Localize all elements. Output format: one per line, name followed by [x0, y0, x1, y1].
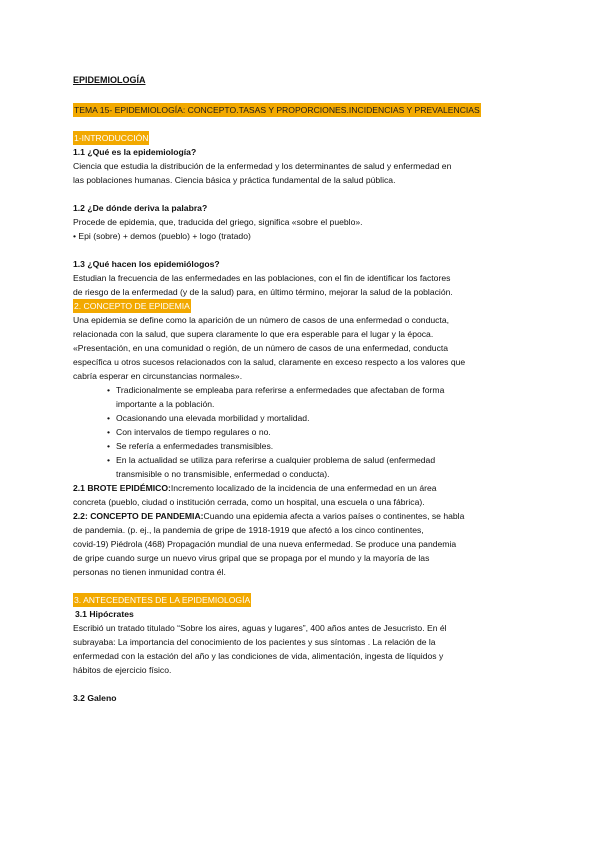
bullet-item	[107, 453, 528, 481]
paragraph-line: enfermedad con la estación del año y las condiciones de vida, alimentación, ingesta de líquidos y	[73, 651, 444, 661]
subsection-3-2-heading: 3.2 Galeno	[73, 693, 117, 703]
paragraph-line: concreta (pueblo, ciudad o institución cerrada, como un hospital, una escuela o una fábrica).	[73, 497, 425, 507]
question-1-1-heading: 1.1 ¿Qué es la epidemiología?	[73, 147, 197, 157]
paragraph-line: las poblaciones humanas. Ciencia básica y práctica fundamental de la salud pública.	[73, 175, 396, 185]
bullet-text: • En la actualidad se utiliza para referirse a cualquier problema de salud (enfermedad	[116, 455, 436, 465]
paragraph-line: de gripe cuando surge un nuevo virus gripal que se propaga por el mundo y la mayoría de las	[73, 553, 430, 563]
bullet-item	[107, 383, 528, 411]
paragraph-line: hábitos de ejercicio físico.	[73, 665, 172, 675]
bullet-item	[107, 439, 528, 453]
topic-banner-row	[73, 103, 528, 117]
brote-epidemico-line	[73, 481, 528, 495]
spacer	[73, 187, 528, 201]
paragraph-line: de riesgo de la enfermedad (y de la salud) para, en último término, mejorar la salud de la población.	[73, 287, 453, 297]
bullet-text: transmisible o no transmisible, enfermedad o conducta).	[116, 469, 330, 479]
paragraph-line: covid-19) Piédrola (468) Propagación mundial de una nueva enfermedad. Se produce una pandemia	[73, 539, 457, 549]
section-1-header-row	[73, 131, 528, 145]
paragraph-line: cabría esperar en circunstancias normales».	[73, 371, 243, 381]
document-title: EPIDEMIOLOGÍA	[73, 75, 146, 85]
spacer	[73, 117, 528, 131]
section-3-header-row	[73, 593, 528, 607]
paragraph-line: de pandemia. (p. ej., la pandemia de gripe de 1918-1919 que afectó a los cinco continentes,	[73, 525, 424, 535]
document-content	[73, 73, 528, 705]
bullet-text: • Se refería a enfermedades transmisibles.	[116, 441, 274, 451]
paragraph-line: subrayaba: La importancia del conocimiento de los pacientes y sus síntomas . La relación de la	[73, 637, 436, 647]
epidemic-bullet-list	[73, 383, 528, 481]
brote-epidemico-label: 2.1 BROTE EPIDÉMICO:	[73, 483, 171, 493]
paragraph-line: Estudian la frecuencia de las enfermedades en las poblaciones, con el fin de identificar los factores	[73, 273, 451, 283]
pandemia-line	[73, 509, 528, 523]
bullet-text: • Tradicionalmente se empleaba para referirse a enfermedades que afectaban de forma	[116, 385, 445, 395]
spacer	[73, 579, 528, 593]
paragraph-line: específica u otros sucesos relacionados con la salud, claramente en exceso respecto a los valores que	[73, 357, 466, 367]
section-2-header-row	[73, 299, 528, 313]
section-1-header: 1-INTRODUCCIÓN	[74, 133, 149, 143]
bullet-text: • Con intervalos de tiempo regulares o no.	[116, 427, 271, 437]
paragraph-line: Ciencia que estudia la distribución de la enfermedad y los determinantes de salud y enfermedad en	[73, 161, 452, 171]
bullet-item	[107, 411, 528, 425]
pandemia-text: Cuando una epidemia afecta a varios países o continentes, se habla	[203, 511, 465, 521]
paragraph-line: Procede de epidemia, que, traducida del griego, significa «sobre el pueblo».	[73, 217, 363, 227]
spacer	[73, 677, 528, 691]
paragraph-line: personas no tienen inmunidad contra él.	[73, 567, 226, 577]
section-2-header: 2. CONCEPTO DE EPIDEMIA	[74, 301, 190, 311]
subsection-3-1-heading: 3.1 Hipócrates	[75, 609, 134, 619]
brote-epidemico-text: Incremento localizado de la incidencia de una enfermedad en un área	[170, 483, 437, 493]
paragraph-line: • Epi (sobre) + demos (pueblo) + logo (tratado)	[73, 231, 251, 241]
bullet-text: • Ocasionando una elevada morbilidad y mortalidad.	[116, 413, 310, 423]
question-1-3-heading: 1.3 ¿Qué hacen los epidemiólogos?	[73, 259, 220, 269]
bullet-item	[107, 425, 528, 439]
topic-banner: TEMA 15- EPIDEMIOLOGÍA: CONCEPTO.TASAS Y PROPORCIONES.INCIDENCIAS Y PREVALENCIAS	[74, 105, 480, 115]
paragraph-line: Escribió un tratado titulado “Sobre los aires, aguas y lugares”, 400 años antes de Jesucristo. En él	[73, 623, 447, 633]
bullet-text: importante a la población.	[116, 399, 215, 409]
spacer	[73, 243, 528, 257]
paragraph-line: relacionada con la salud, que supera claramente lo que era esperable para el lugar y la época.	[73, 329, 434, 339]
paragraph-line: Una epidemia se define como la aparición de un número de casos de una enfermedad o conducta,	[73, 315, 449, 325]
section-3-header: 3. ANTECEDENTES DE LA EPIDEMIOLOGÍA	[74, 595, 251, 605]
question-1-2-heading: 1.2 ¿De dónde deriva la palabra?	[73, 203, 208, 213]
pandemia-label: 2.2: CONCEPTO DE PANDEMIA:	[73, 511, 204, 521]
paragraph-line: «Presentación, en una comunidad o región, de un número de casos de una enfermedad, conducta	[73, 343, 449, 353]
